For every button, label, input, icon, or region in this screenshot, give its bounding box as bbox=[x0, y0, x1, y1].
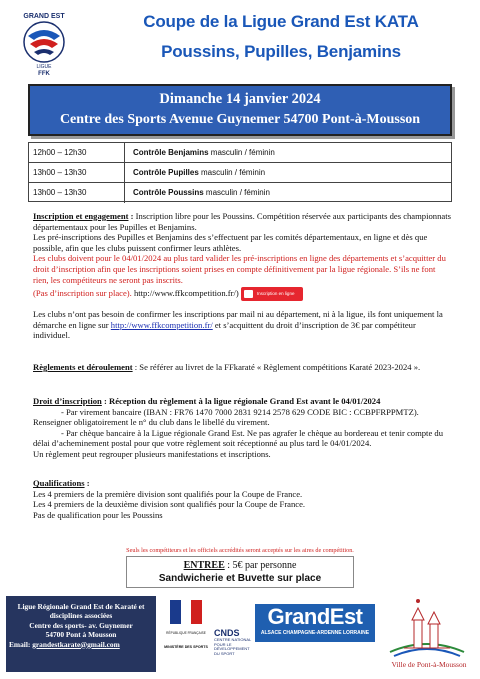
inscription-p1: Inscription libre pour les Poussins. Compétition réservée aux participants des championnats départementaux pour les Pupilles et Benjamins. bbox=[33, 211, 451, 232]
droit-regroup: Un règlement peut regrouper plusieurs manifestations et inscriptions. bbox=[33, 448, 271, 459]
ffk-logo-bottom-text: FFK bbox=[38, 71, 50, 76]
ffk-link-2[interactable]: http://www.ffkcompetition.fr/ bbox=[110, 319, 213, 330]
qualifications-section: Qualifications : Les 4 premiers de la première division sont qualifiés pour la Coupe de France. Les 4 premiers de la deuxième division sont qualifiés pour la Coupe de France. Pas de qualification pour les Poussins bbox=[33, 478, 453, 520]
event-banner bbox=[28, 84, 452, 136]
droit-heading: Droit d’inscription bbox=[33, 396, 102, 406]
droit-section bbox=[33, 396, 453, 460]
title-line-1: Coupe de la Ligue Grand Est KATA bbox=[143, 12, 419, 31]
ville-pont-a-mousson-logo bbox=[384, 596, 470, 664]
email-label: Email: bbox=[9, 639, 33, 649]
entree-box bbox=[126, 556, 354, 588]
entree-snack: Sandwicherie et Buvette sur place bbox=[158, 573, 322, 584]
inscription-warning: Les clubs doivent pour le 04/01/2024 au plus tard valider les pré-inscriptions en ligne des départements et s’acquitter du droit d’inscription afin que les inscriptions soient prises en compte définitivement par la ligue régionale. S’ils ne font rien, les compétiteurs ne seront pas inscrits. bbox=[33, 253, 446, 285]
contact-line-3: 54700 Pont à Mousson bbox=[45, 630, 117, 640]
droit-cheque: - Par chèque bancaire à la Ligue régionale Grand Est. Ne pas agrafer le chèque au bordereau et tenir compte du délai d’acheminement postal pour que votre règlement soit réceptionné au plus tard le 04/01/2024. bbox=[33, 427, 443, 449]
qualifications-line-2: Les 4 premiers de la deuxième division sont qualifiés pour la Coupe de France. bbox=[33, 499, 306, 510]
cnds-logo bbox=[212, 626, 252, 660]
cnds-title: CNDS bbox=[214, 628, 240, 638]
contact-block bbox=[6, 596, 156, 672]
reglements-section bbox=[33, 362, 453, 373]
schedule-time: 13h00 – 13h30 bbox=[33, 188, 87, 197]
schedule-detail: masculin / féminin bbox=[198, 168, 266, 177]
ffk-logo-top-text: GRAND EST bbox=[23, 13, 65, 20]
qualifications-line-1: Les 4 premiers de la première division sont qualifiés pour la Coupe de France. bbox=[33, 488, 303, 499]
entree-price: : 5€ par personne bbox=[224, 560, 297, 571]
droit-heading-tail: : Réception du règlement à la ligue régionale Grand Est avant le 04/01/2024 bbox=[101, 396, 381, 406]
inscription-en-ligne-badge[interactable]: Inscription en ligne bbox=[241, 287, 303, 301]
event-date: Dimanche 14 janvier 2024 bbox=[159, 91, 321, 107]
title-line-2: Poussins, Pupilles, Benjamins bbox=[161, 42, 401, 61]
ville-label: Ville de Pont-à-Mousson bbox=[391, 660, 467, 669]
contact-email[interactable]: grandestkarate@gmail.com bbox=[32, 639, 120, 649]
grand-est-title: GrandEst bbox=[267, 604, 363, 629]
contact-line-1: Ligue Régionale Grand Est de Karaté et disciplines associées bbox=[17, 602, 145, 621]
contact-line-2: Centre des sports- av. Guynemer bbox=[29, 620, 133, 630]
reglements-heading: Règlements et déroulement bbox=[33, 362, 133, 372]
page-title bbox=[96, 12, 466, 62]
droit-virement: - Par virement bancaire (IBAN : FR76 1470 7000 2831 9214 2578 629 CODE BIC : CCBPFRPPMTZ). Renseigner obligatoirement le n° du club dans le libellé du virement. bbox=[33, 406, 419, 428]
schedule-time: 13h00 – 13h30 bbox=[33, 168, 87, 177]
inscription-p5a: Les clubs n’ont pas besoin de confirmer les inscriptions par mail ni au département, ni à la ligue, ils font uniquement la démarche en ligne sur bbox=[33, 309, 443, 330]
schedule-time: 12h00 – 12h30 bbox=[33, 148, 87, 157]
qualifications-line-3: Pas de qualification pour les Poussins bbox=[33, 509, 163, 520]
schedule-label: Contrôle Poussins bbox=[133, 188, 204, 197]
entree-label: ENTREE bbox=[183, 560, 225, 571]
schedule-label: Contrôle Pupilles bbox=[133, 168, 199, 177]
inscription-p5b: et s’acquittent du droit d’inscription de 3€ par compétiteur individuel. bbox=[33, 319, 416, 341]
grand-est-sub: ALSACE CHAMPAGNE-ARDENNE LORRAINE bbox=[260, 630, 370, 636]
qualifications-heading: Qualifications bbox=[33, 478, 85, 488]
inscription-p2: Les pré-inscriptions des Pupilles et Benjamins des s’effectuent par les comités départementaux, en ligne et dès que possible, afin que les clubs puissent confirmer leurs athlètes. bbox=[33, 232, 428, 253]
grand-est-logo bbox=[255, 604, 375, 642]
inscription-section: Inscription et engagement : Inscription libre pour les Poussins. Compétition réservée aux participants des championnats départementaux pour les Pupilles et Benjamins. Les pré-inscriptions des Pupilles et Benjamins des s’effectuent par les comités départementaux, en ligne et dès que possible, afin que les clubs puissent confirmer leurs athlètes. Les clubs doivent pour le 04/01/2024 au plus tard valider les pré-inscriptions en ligne des départements et s’acquitter du droit d’inscription afin que les inscriptions soient prises en compte définitivement par la ligue régionale. S’ils ne font rien, les compétiteurs ne seront pas inscrits. (Pas d’inscription sur place). http://www.ffkcompetition.fr/) Inscription en ligne Les clubs n’ont pas besoin de confirmer les inscriptions par mail ni au département, ni à la ligue, ils font uniquement la démarche en ligne sur http://www.ffkcompetition.fr/ et s’acquittent du droit d’inscription de 3€ par compétiteur individuel. bbox=[33, 211, 453, 341]
ministere-des-sports-logo bbox=[162, 598, 210, 660]
gov-logo-text-1: RÉPUBLIQUE FRANÇAISE bbox=[166, 631, 206, 635]
schedule-label: Contrôle Benjamins bbox=[133, 148, 209, 157]
cnds-sub: CENTRE NATIONAL POUR LE DÉVELOPPEMENT DU SPORT bbox=[214, 638, 252, 656]
no-onsite-note: (Pas d’inscription sur place). bbox=[33, 288, 132, 299]
schedule-table bbox=[28, 142, 452, 202]
schedule-row bbox=[29, 143, 451, 163]
schedule-detail: masculin / féminin bbox=[203, 188, 270, 197]
ffk-logo-middle-text: LIGUE bbox=[36, 64, 52, 70]
schedule-row bbox=[29, 163, 451, 183]
schedule-detail: masculin / féminin bbox=[208, 148, 275, 157]
inscription-heading: Inscription et engagement bbox=[33, 211, 129, 221]
gov-logo-text-2: MINISTÈRE DES SPORTS bbox=[164, 645, 208, 649]
accreditation-note: Seuls les compétiteurs et les officiels accrédités seront acceptés sur les aires de compétition. bbox=[126, 547, 354, 554]
event-place: Centre des Sports Avenue Guynemer 54700 Pont-à-Mousson bbox=[59, 112, 421, 127]
ffk-link-1[interactable]: http://www.ffkcompetition.fr/ bbox=[131, 288, 236, 299]
ffk-grand-est-logo bbox=[14, 10, 74, 76]
reglements-text: : Se référer au livret de la FFkaraté « Règlement compétitions Karaté 2023-2024 ». bbox=[132, 362, 421, 372]
schedule-row bbox=[29, 183, 451, 203]
